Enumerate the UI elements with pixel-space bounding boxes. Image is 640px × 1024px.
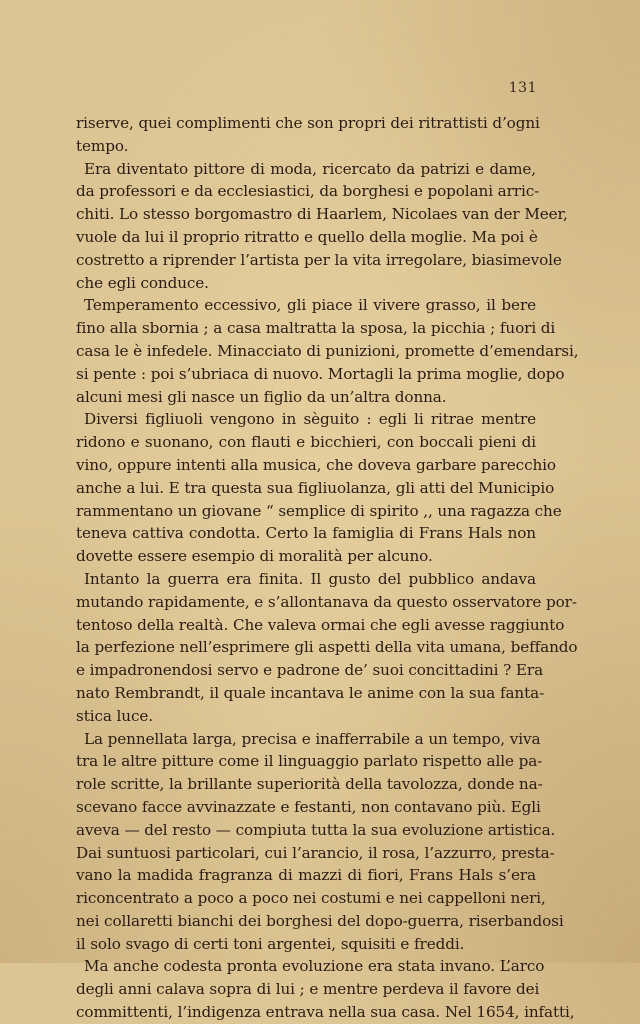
paragraph: [76, 294, 579, 408]
paragraph: [76, 955, 575, 1023]
page-number: 131: [508, 80, 537, 96]
text-line: degli anni calava sopra di lui ; e mentre perdeva il favore dei: [76, 980, 540, 999]
text-line: ridono e suonano, con flauti e bicchieri, con boccali pieni di: [76, 433, 536, 452]
paragraph: [76, 158, 568, 295]
text-line: si pente : poi s’ubriaca di nuovo. Mortagli la prima moglie, dopo: [76, 364, 565, 383]
text-line: vuole da lui il proprio ritratto e quello della moglie. Ma poi è: [76, 227, 538, 246]
text-line: alcuni mesi gli nasce un figlio da un’altra donna.: [76, 387, 447, 406]
text-line: anche a lui. E tra questa sua figliuolanza, gli atti del Municipio: [76, 478, 555, 497]
text-line: casa le è infedele. Minacciato di punizioni, promette d’emendarsi,: [76, 341, 579, 360]
text-line: stica luce.: [76, 706, 154, 725]
text-line: riconcentrato a poco a poco nei costumi e nei cappelloni neri,: [76, 889, 546, 908]
text-line: riserve, quei complimenti che son propri dei ritrattisti d’ogni: [76, 114, 540, 132]
body-text: [76, 112, 579, 1024]
text-line: vano la madida fragranza di mazzi di fiori, Frans Hals s’era: [76, 866, 536, 885]
text-line: costretto a riprender l’artista per la vita irregolare, biasimevole: [76, 250, 562, 269]
text-line: rammentano un giovane “ semplice di spirito ,, una ragazza che: [76, 501, 562, 520]
text-line: Ma anche codesta pronta evoluzione era stata invano. L’arco: [84, 957, 545, 976]
text-line: nato Rembrandt, il quale incantava le anime con la sua fanta-: [76, 683, 545, 702]
text-line: committenti, l’indigenza entrava nella sua casa. Nel 1654, infatti,: [76, 1003, 575, 1022]
paragraph: [76, 408, 562, 568]
text-line: Diversi figliuoli vengono in sèguito : egli li ritrae mentre: [84, 410, 536, 429]
text-line: mutando rapidamente, e s’allontanava da questo osservatore por-: [76, 592, 577, 611]
text-line: aveva — del resto — compiuta tutta la sua evoluzione artistica.: [76, 820, 556, 839]
text-line: teneva cattiva condotta. Certo la famiglia di Frans Hals non: [76, 524, 536, 543]
text-line: Temperamento eccessivo, gli piace il vivere grasso, il bere: [84, 296, 536, 315]
text-line: fino alla sbornia ; a casa maltratta la sposa, la picchia ; fuori di: [76, 319, 556, 338]
paragraph: [76, 112, 540, 158]
text-line: nei collaretti bianchi dei borghesi del dopo-guerra, riserbandosi: [76, 911, 564, 930]
paragraph: [76, 728, 564, 956]
text-line: role scritte, la brillante superiorità della tavolozza, donde na-: [76, 775, 543, 794]
text-line: Era diventato pittore di moda, ricercato da patrizi e dame,: [84, 159, 536, 178]
text-line: tentoso della realtà. Che valeva ormai che egli avesse raggiunto: [76, 615, 565, 634]
text-line: che egli conduce.: [76, 273, 209, 292]
text-line: e impadronendosi servo e padrone de’ suoi concittadini ? Era: [76, 661, 544, 680]
text-line: scevano facce avvinazzate e festanti, non contavano più. Egli: [76, 797, 541, 816]
text-line: Dai suntuosi particolari, cui l’arancio, il rosa, l’azzurro, presta-: [76, 843, 555, 862]
text-line: il solo svago di certi toni argentei, squisiti e freddi.: [76, 934, 465, 953]
text-line: vino, oppure intenti alla musica, che doveva garbare parecchio: [76, 455, 556, 474]
paragraph: [76, 568, 578, 728]
text-line: da professori e da ecclesiastici, da borghesi e popolani arric-: [76, 182, 540, 201]
text-line: Intanto la guerra era finita. Il gusto del pubblico andava: [84, 569, 536, 588]
text-line: dovette essere esempio di moralità per alcuno.: [76, 547, 433, 566]
text-line: tempo.: [76, 136, 129, 155]
text-line: tra le altre pitture come il linguaggio parlato rispetto alle pa-: [76, 752, 543, 771]
text-line: la perfezione nell’esprimere gli aspetti della vita umana, beffando: [76, 638, 578, 657]
text-line: chiti. Lo stesso borgomastro di Haarlem, Nicolaes van der Meer,: [76, 205, 568, 224]
text-line: La pennellata larga, precisa e inafferrabile a un tempo, viva: [84, 729, 541, 748]
